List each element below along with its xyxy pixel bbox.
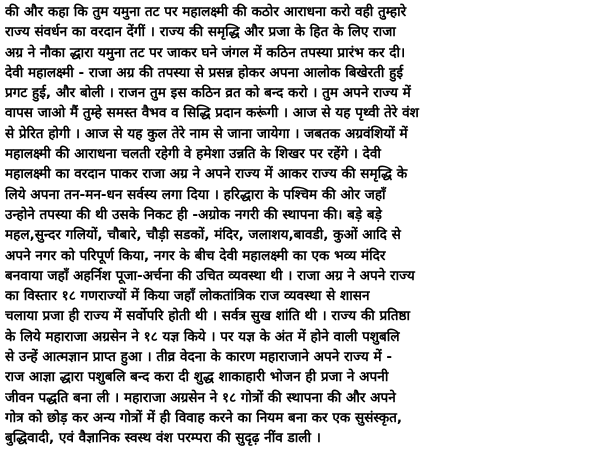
text-line: राज आज्ञा द्धारा पशुबलि बन्द करा दी शुद्ध शाकाहारी भोजन ही प्रजा ने अपनी bbox=[5, 369, 389, 386]
text-line: महालक्ष्मी की आराधना चलती रहेगी वे हमेशा उन्नति के शिखर पर रहेंगे । देवी bbox=[5, 146, 381, 163]
text-line: महालक्ष्मी का वरदान पाकर राजा अग्र ने अपने राज्य में आकर राज्य की समृद्धि के bbox=[5, 166, 408, 183]
text-line: अग्र ने नौका द्धारा यमुना तट पर जाकर घने जंगल में कठिन तपस्या प्रारंभ कर दी। bbox=[5, 44, 406, 61]
text-line: उन्होने तपस्या की थी उसके निकट ही -अग्रोक नगरी की स्थापना की। बड़े बड़े bbox=[5, 206, 382, 223]
text-line: जीवन पद्धति बना ली । महाराजा अग्रसेन ने १८ गोत्रों की स्थापना की और अपने bbox=[5, 389, 396, 406]
text-line: चलाया प्रजा ही राज्य में सर्वोपरि होती थी । सर्वत्र सुख शांति थी । राज्य की प्रतिष्ठा bbox=[5, 308, 411, 325]
text-line: का विस्तार १८ गणराज्यों में किया जहाँ लोकतांत्रिक राज व्यवस्था से शासन bbox=[5, 288, 370, 305]
text-line: से प्रेरित होगी । आज से यह कुल तेरे नाम से जाना जायेगा । जबतक अग्रवंशियों में bbox=[5, 125, 408, 142]
text-line: के लिये महाराजा अग्रसेन ने १८ यज्ञ किये । पर यज्ञ के अंत में होने वाली पशुबलि bbox=[5, 328, 400, 345]
body-text bbox=[5, 2, 605, 449]
text-line: देवी महालक्ष्मी - राजा अग्र की तपस्या से प्रसन्न होकर अपना आलोक बिखेरती हुई bbox=[5, 64, 404, 81]
text-line: की और कहा कि तुम यमुना तट पर महालक्ष्मी की कठोर आराधना करो वही तुम्हारे bbox=[5, 4, 407, 20]
text-line: प्रगट हुई, और बोली । राजन तुम इस कठिन व्रत को बन्द करो । तुम अपने राज्य में bbox=[5, 85, 411, 102]
text-line: से उन्हें आत्मज्ञान प्राप्त हुआ । तीव्र वेदना के कारण महाराजाने अपने राज्य में - bbox=[5, 349, 392, 366]
text-line: लिये अपना तन-मन-धन सर्वस्य लगा दिया । हरिद्धारा के पश्चिम की ओर जहाँ bbox=[5, 186, 386, 203]
text-line: बनवाया जहाँ अहर्निश पूजा-अर्चना की उचित व्यवस्था थी । राजा अग्र ने अपने राज्य bbox=[5, 267, 415, 284]
text-line: गोत्र को छोड़ कर अन्य गोत्रों में ही विवाह करने का नियम बना कर एक सुसंस्कृत, bbox=[5, 409, 403, 426]
text-line: वापस जाओ मैं तुम्हे समस्त वैभव व सिद्धि प्रदान करूंगी । आज से यह पृथ्वी तेरे वंश bbox=[5, 105, 419, 122]
text-line: बुद्धिवादी, एवं वैज्ञानिक स्वस्थ वंश परम्परा की सुदृढ़ नींव डाली । bbox=[5, 430, 321, 447]
text-line: अपने नगर को परिपूर्ण किया, नगर के बीच देवी महालक्ष्मी का एक भव्य मंदिर bbox=[5, 247, 386, 264]
text-line: महल,सुन्दर गलियों, चौबारे, चौड़ी सडकों, मंदिर, जलाशय,बावडी, कुओं आदि से bbox=[5, 227, 401, 244]
text-line: राज्य संवर्धन का वरदान देंगीं । राज्य की समृद्धि और प्रजा के हित के लिए राजा bbox=[5, 24, 396, 41]
